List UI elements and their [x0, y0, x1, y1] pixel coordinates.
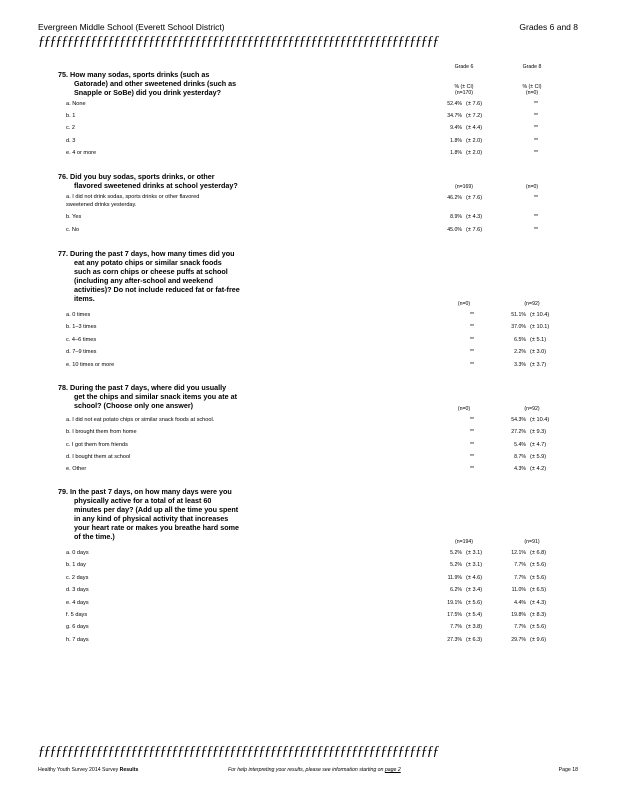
- grade6-pct: **: [469, 312, 474, 318]
- grade6-ci: (± 7.6): [466, 227, 483, 233]
- question-text-line: Did you buy sodas, sports drinks, or other: [70, 172, 215, 181]
- grade8-ci: (± 6.8): [530, 550, 547, 556]
- grade6-pct: **: [469, 454, 474, 460]
- grade6-ci: (± 2.0): [466, 150, 483, 156]
- grade8-pct: **: [533, 113, 538, 119]
- grade6-pct: 19.1%: [447, 600, 462, 606]
- footer-survey-text: Healthy Youth Survey 2014 Survey: [38, 767, 120, 773]
- option-label: f. 5 days: [66, 612, 88, 618]
- question-text-line: such as corn chips or cheese puffs at school: [74, 267, 228, 276]
- grade8-pct: **: [533, 125, 538, 131]
- grade8-pct: 2.2%: [514, 349, 526, 355]
- option-label: c. 4–6 times: [66, 337, 97, 343]
- grade6-ci: (± 2.0): [466, 138, 483, 144]
- grade6-ci: (± 7.2): [466, 113, 483, 119]
- grade6-pct: 45.0%: [447, 227, 462, 233]
- footer-results: Results: [119, 767, 139, 773]
- footer-help: [228, 767, 401, 773]
- grade8-pct: **: [533, 214, 538, 220]
- grade8-ci: (± 10.4): [530, 312, 550, 318]
- question-text-line: In the past 7 days, on how many days were you: [70, 487, 232, 496]
- grade8-ci: (± 10.4): [530, 417, 550, 423]
- grade6-ci: (± 3.4): [466, 587, 483, 593]
- grade8-pct: 3.3%: [514, 362, 526, 368]
- grade6-ci: (± 7.6): [466, 195, 483, 201]
- grade6-pct: 8.9%: [450, 214, 462, 220]
- grade6-ci: (± 4.6): [466, 575, 483, 581]
- grades-label: Grades 6 and 8: [519, 22, 578, 32]
- grade6-ci: (± 5.4): [466, 612, 483, 618]
- grade8-pct: **: [533, 195, 538, 201]
- option-label: d. 3: [66, 138, 76, 144]
- grade8-pct: 8.7%: [514, 454, 526, 460]
- grade8-pct: 54.3%: [511, 417, 526, 423]
- grade8-ci: (± 4.7): [530, 442, 547, 448]
- grade6-n: (n=0): [457, 301, 471, 307]
- grade8-ci: (± 5.6): [530, 562, 547, 568]
- question-text-line: eat any potato chips or similar snack foods: [74, 258, 222, 267]
- grade6-ci: (± 6.3): [466, 637, 483, 643]
- option-label: c. No: [66, 227, 80, 233]
- grade6-pct: **: [469, 466, 474, 472]
- question-text-line: activities)? Do not include reduced fat or fat-free: [74, 285, 240, 294]
- option-label: b. I brought them from home: [66, 429, 137, 435]
- grade6-ci: (± 3.1): [466, 562, 483, 568]
- option-label: a. I did not eat potato chips or similar snack foods at school.: [66, 417, 215, 423]
- grade8-ci: (± 4.3): [530, 600, 547, 606]
- grade8-pct: 37.0%: [511, 324, 526, 330]
- grade6-n: (n=0): [457, 406, 471, 412]
- grade6-pct: 1.8%: [450, 150, 462, 156]
- option-label: c. 2: [66, 125, 76, 131]
- grade6-pct: **: [469, 442, 474, 448]
- question-text-line: Gatorade) and other sweetened drinks (such as: [74, 79, 237, 88]
- grade6-pct: **: [469, 417, 474, 423]
- question-text-line: your heart rate or makes you breathe hard some: [74, 523, 239, 532]
- grade8-pct-ci: % (± CI): [522, 84, 542, 90]
- option-label: a. I did not drink sodas, sports drinks or other flavored: [66, 194, 200, 200]
- grade6-pct: 46.2%: [447, 195, 462, 201]
- grade8-ci: (± 9.6): [530, 637, 547, 643]
- grade8-pct: 4.4%: [514, 600, 526, 606]
- grade6-pct: 9.4%: [450, 125, 462, 131]
- grade6-n: (n=169): [454, 184, 474, 190]
- option-label: a. 0 times: [66, 312, 91, 318]
- grade8-ci: (± 5.1): [530, 337, 547, 343]
- grade8-ci: (± 4.2): [530, 466, 547, 472]
- grade6-pct: 17.5%: [447, 612, 462, 618]
- grade6-pct: 6.2%: [450, 587, 462, 593]
- grade8-ci: (± 3.7): [530, 362, 547, 368]
- grade6-pct: 34.7%: [447, 113, 462, 119]
- option-label: d. 3 days: [66, 587, 89, 593]
- option-label: g. 6 days: [66, 624, 89, 630]
- option-label: e. 4 or more: [66, 150, 97, 156]
- grade6-pct: 27.3%: [447, 637, 462, 643]
- grade8-pct: 29.7%: [511, 637, 526, 643]
- option-label: h. 7 days: [66, 637, 89, 643]
- grade6-pct-ci: % (± CI): [454, 84, 474, 90]
- grade8-pct: 19.8%: [511, 612, 526, 618]
- grade6-ci: (± 4.4): [466, 125, 483, 131]
- question-text-line: physically active for a total of at least 60: [74, 496, 212, 505]
- grade6-ci: (± 7.6): [466, 101, 483, 107]
- grade6-pct: 1.8%: [450, 138, 462, 144]
- grade6-header: Grade 6: [454, 64, 474, 70]
- grade8-pct: 4.3%: [514, 466, 526, 472]
- question-text-line: minutes per day? (Add up all the time you spent: [74, 505, 239, 514]
- option-label: b. 1–3 times: [66, 324, 97, 330]
- grade6-pct: **: [469, 349, 474, 355]
- question-text-line: During the past 7 days, where did you usually: [70, 383, 227, 392]
- option-label: a. None: [66, 101, 86, 107]
- option-label: a. 0 days: [66, 550, 89, 556]
- grade8-pct: 51.1%: [511, 312, 526, 318]
- grade8-n: (n=92): [524, 301, 540, 307]
- grade6-pct: **: [469, 337, 474, 343]
- question-text-line: items.: [74, 294, 95, 303]
- footer-page-link[interactable]: page 2: [384, 767, 401, 773]
- grade8-ci: (± 5.6): [530, 575, 547, 581]
- grade8-n: (n=91): [524, 539, 540, 545]
- question-text-line: During the past 7 days, how many times did you: [70, 249, 235, 258]
- bottom-rule: ƒƒƒƒƒƒƒƒƒƒƒƒƒƒƒƒƒƒƒƒƒƒƒƒƒƒƒƒƒƒƒƒƒƒƒƒƒƒƒƒƒƒƒƒƒƒƒƒƒƒƒƒƒƒƒƒƒƒƒƒƒƒƒƒƒƒƒƒƒ: [38, 744, 439, 759]
- question-number: 77.: [58, 249, 68, 258]
- option-label: e. Other: [66, 466, 87, 472]
- question-number: 75.: [58, 70, 68, 79]
- grade6-ci: (± 4.3): [466, 214, 483, 220]
- question-text-line: (including any after-school and weekend: [74, 276, 213, 285]
- grade8-pct: **: [533, 101, 538, 107]
- question-text-line: How many sodas, sports drinks (such as: [70, 70, 210, 79]
- grade8-ci: (± 8.3): [530, 612, 547, 618]
- option-label: c. 2 days: [66, 575, 89, 581]
- footer-survey: [38, 767, 138, 773]
- question-text-line: school? (Choose only one answer): [74, 401, 194, 410]
- grade8-pct: **: [533, 227, 538, 233]
- option-label: d. I bought them at school: [66, 454, 131, 460]
- grade6-pct: 52.4%: [447, 101, 462, 107]
- option-label: b. 1 day: [66, 562, 86, 568]
- grade6-n: (n=170): [454, 90, 474, 96]
- question-text-line: in any kind of physical activity that increases: [74, 514, 229, 523]
- grade8-header: Grade 8: [522, 64, 542, 70]
- page-number: Page 18: [558, 767, 578, 773]
- grade8-pct: 5.4%: [514, 442, 526, 448]
- question-text-line: get the chips and similar snack items you ate at: [74, 392, 237, 401]
- grade8-ci: (± 5.9): [530, 454, 547, 460]
- grade8-n: (n=92): [524, 406, 540, 412]
- grade8-pct: 12.1%: [511, 550, 526, 556]
- grade6-pct: 5.2%: [450, 562, 462, 568]
- question-text-line: Snapple or SoBe) did you drink yesterday?: [74, 88, 221, 97]
- school-name: Evergreen Middle School (Everett School District): [38, 22, 225, 32]
- option-label-continued: sweetened drinks yesterday.: [66, 202, 137, 208]
- question-text-line: of the time.): [74, 532, 115, 541]
- grade6-pct: **: [469, 324, 474, 330]
- grade8-n: (n=0): [525, 90, 539, 96]
- option-label: b. Yes: [66, 214, 82, 220]
- grade8-ci: (± 9.3): [530, 429, 547, 435]
- top-rule: ƒƒƒƒƒƒƒƒƒƒƒƒƒƒƒƒƒƒƒƒƒƒƒƒƒƒƒƒƒƒƒƒƒƒƒƒƒƒƒƒƒƒƒƒƒƒƒƒƒƒƒƒƒƒƒƒƒƒƒƒƒƒƒƒƒƒƒƒƒ: [38, 34, 439, 49]
- footer-help-text: For help interpreting your results, please see information starting on: [228, 767, 385, 773]
- grade8-pct: 27.2%: [511, 429, 526, 435]
- option-label: d. 7–9 times: [66, 349, 97, 355]
- grade6-ci: (± 3.8): [466, 624, 483, 630]
- grade8-ci: (± 3.0): [530, 349, 547, 355]
- grade6-ci: (± 5.6): [466, 600, 483, 606]
- grade8-pct: **: [533, 138, 538, 144]
- grade8-pct: 7.7%: [514, 562, 526, 568]
- grade6-pct: 5.2%: [450, 550, 462, 556]
- grade8-pct: 7.7%: [514, 575, 526, 581]
- grade6-pct: **: [469, 362, 474, 368]
- grade8-n: (n=0): [525, 184, 539, 190]
- grade8-ci: (± 5.6): [530, 624, 547, 630]
- option-label: e. 10 times or more: [66, 362, 115, 368]
- option-label: b. 1: [66, 113, 76, 119]
- option-label: c. I got them from friends: [66, 442, 128, 448]
- option-label: e. 4 days: [66, 600, 89, 606]
- grade8-pct: 6.5%: [514, 337, 526, 343]
- question-text-line: flavored sweetened drinks at school yesterday?: [74, 181, 238, 190]
- question-number: 76.: [58, 172, 68, 181]
- grade6-n: (n=194): [454, 539, 474, 545]
- grade6-pct: 7.7%: [450, 624, 462, 630]
- grade6-pct: **: [469, 429, 474, 435]
- grade8-ci: (± 6.5): [530, 587, 547, 593]
- question-number: 78.: [58, 383, 68, 392]
- grade6-pct: 11.9%: [447, 575, 462, 581]
- grade8-pct: **: [533, 150, 538, 156]
- grade6-ci: (± 3.1): [466, 550, 483, 556]
- grade8-pct: 11.0%: [511, 587, 526, 593]
- grade8-ci: (± 10.1): [530, 324, 550, 330]
- grade8-pct: 7.7%: [514, 624, 526, 630]
- question-number: 79.: [58, 487, 68, 496]
